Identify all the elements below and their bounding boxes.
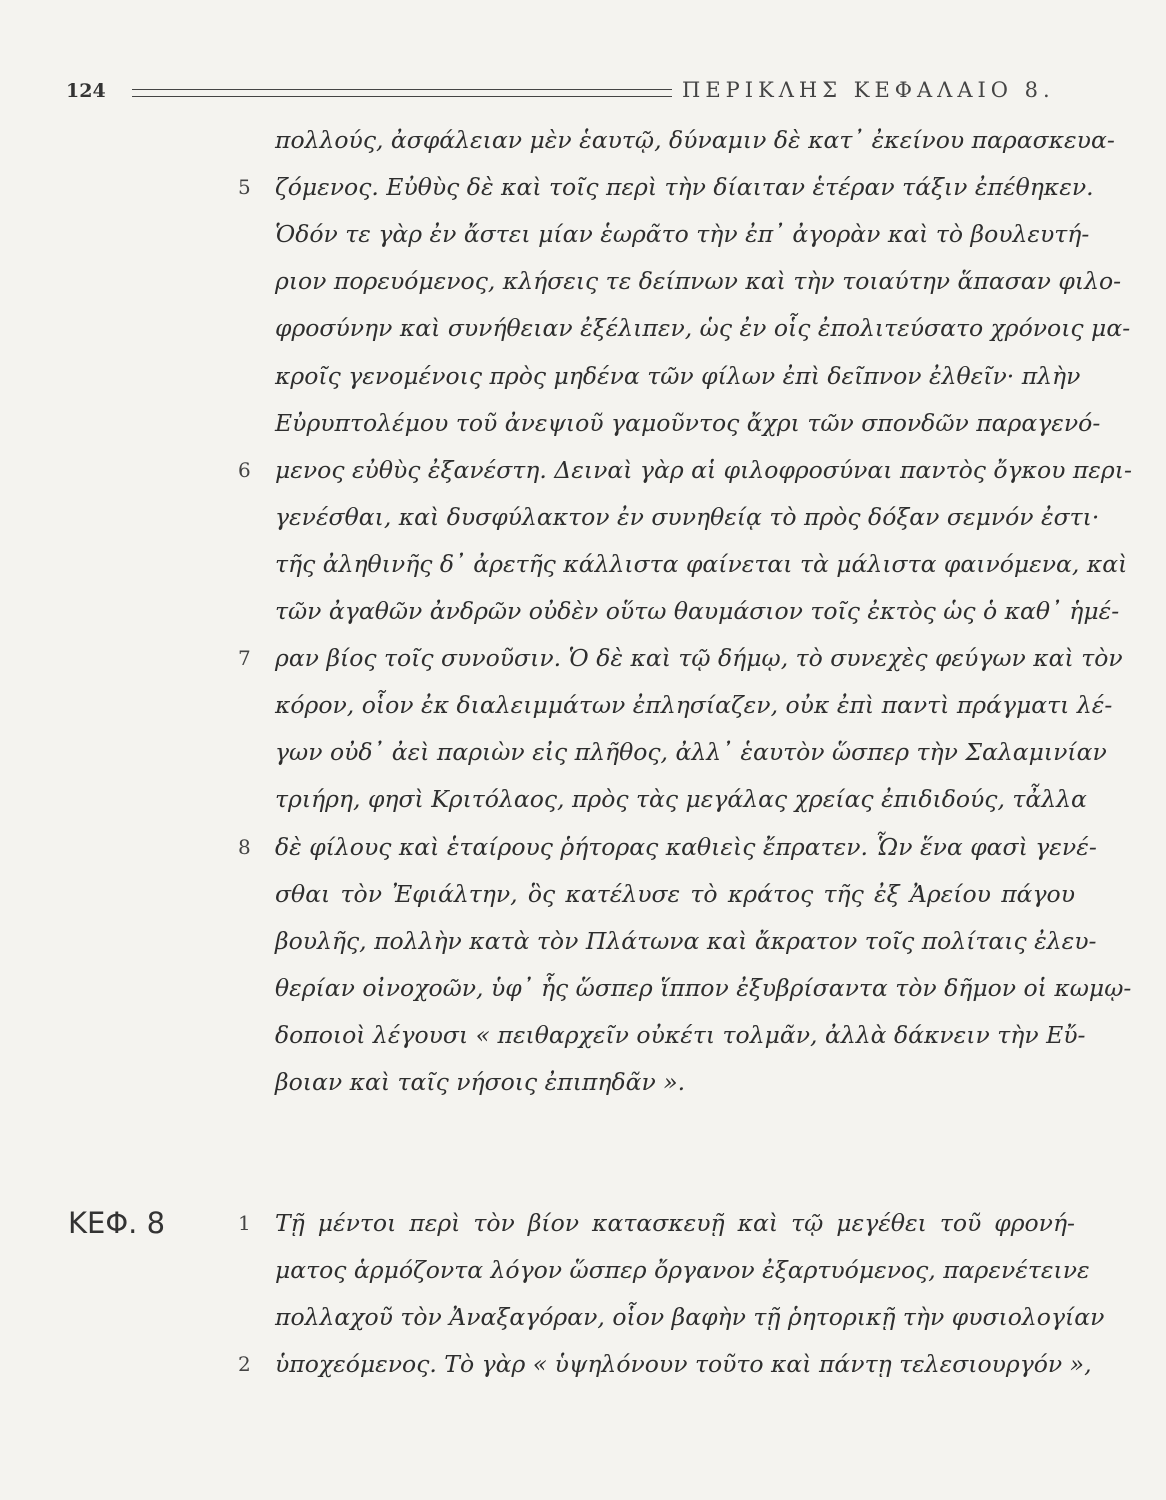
text-line: σθαι τὸν Ἐφιάλτην, ὃς κατέλυσε τὸ κράτος τῆς ἐξ Ἀρείου πάγου [275, 879, 1075, 908]
text-line: δὲ φίλους καὶ ἑταίρους ῥήτορας καθιεὶς ἔπρατεν. Ὧν ἕνα φασὶ γενέ- [275, 832, 1097, 861]
text-line: κροῖς γενομένοις πρὸς μηδένα τῶν φίλων ἐπὶ δεῖπνον ἐλθεῖν· πλὴν [275, 361, 1081, 390]
page-number: 124 [66, 80, 106, 102]
margin-line-number: 6 [238, 457, 251, 482]
margin-line-number: 1 [238, 1211, 251, 1235]
text-line: τριήρη, φησὶ Κριτόλαος, πρὸς τὰς μεγάλας χρείας ἐπιδιδούς, τἆλλα [275, 785, 1087, 814]
text-line: ὑποχεόμενος. Τὸ γὰρ « ὑψηλόνουν τοῦτο καὶ πάντῃ τελεσιουργόν », [275, 1350, 1092, 1379]
text-line: πολλούς, ἀσφάλειαν μὲν ἑαυτῷ, δύναμιν δὲ κατ᾿ ἐκείνου παρασκευα- [275, 126, 1115, 154]
text-line: κόρον, οἷον ἐκ διαλειμμάτων ἐπλησίαζεν, οὐκ ἐπὶ παντὶ πράγματι λέ- [275, 691, 1113, 720]
header-double-rule [132, 89, 672, 97]
chapter-label: ΚΕΦ. 8 [68, 1206, 166, 1240]
text-line: βουλῆς, πολλὴν κατὰ τὸν Πλάτωνα καὶ ἄκρατον τοῖς πολίταις ἐλευ- [275, 926, 1097, 955]
text-line: Εὐρυπτολέμου τοῦ ἀνεψιοῦ γαμοῦντος ἄχρι τῶν σπονδῶν παραγενό- [275, 408, 1101, 437]
text-line: ριον πορευόμενος, κλήσεις τε δείπνων καὶ τὴν τοιαύτην ἅπασαν φιλο- [275, 267, 1122, 296]
margin-line-number: 8 [238, 834, 251, 859]
margin-line-number: 2 [238, 1352, 251, 1377]
text-line: γενέσθαι, καὶ δυσφύλακτον ἐν συνηθείᾳ τὸ πρὸς δόξαν σεμνόν ἐστι· [275, 502, 1100, 531]
text-line: δοποιοὶ λέγουσι « πειθαρχεῖν οὐκέτι τολμᾶν, ἀλλὰ δάκνειν τὴν Εὔ- [275, 1020, 1086, 1049]
text-line: ραν βίος τοῖς συνοῦσιν. Ὁ δὲ καὶ τῷ δήμῳ, τὸ συνεχὲς φεύγων καὶ τὸν [275, 644, 1123, 673]
running-title: ΠΕΡΙΚΛΗΣ ΚΕΦΑΛΑΙΟ 8. [682, 78, 1055, 102]
text-line: πολλαχοῦ τὸν Ἀναξαγόραν, οἷον βαφὴν τῇ ῥητορικῇ τὴν φυσιολογίαν [275, 1303, 1105, 1332]
text-line: τῆς ἀληθινῆς δ᾿ ἀρετῆς κάλλιστα φαίνεται τὰ μάλιστα φαινόμενα, καὶ [275, 549, 1128, 578]
text-line: τῶν ἀγαθῶν ἀνδρῶν οὐδὲν οὕτω θαυμάσιον τοῖς ἐκτὸς ὡς ὁ καθ᾿ ἡμέ- [275, 597, 1120, 625]
margin-line-number: 5 [238, 175, 251, 200]
text-line: θερίαν οἰνοχοῶν, ὑφ᾿ ἧς ὥσπερ ἵππον ἐξυβρίσαντα τὸν δῆμον οἱ κωμῳ- [275, 973, 1132, 1002]
text-line: γων οὐδ᾿ ἀεὶ παριὼν εἰς πλῆθος, ἀλλ᾿ ἑαυτὸν ὥσπερ τὴν Σαλαμινίαν [275, 738, 1107, 767]
text-line: Ὁδόν τε γὰρ ἐν ἄστει μίαν ἑωρᾶτο τὴν ἐπ᾿ ἀγορὰν καὶ τὸ βουλευτή- [275, 220, 1090, 249]
margin-line-number: 7 [238, 646, 251, 671]
text-line: ματος ἁρμόζοντα λόγον ὥσπερ ὄργανον ἐξαρτυόμενος, παρενέτεινε [275, 1256, 1090, 1285]
text-line: Τῇ μέντοι περὶ τὸν βίον κατασκευῇ καὶ τῷ μεγέθει τοῦ φρονή- [275, 1209, 1075, 1237]
text-line: μενος εὐθὺς ἐξανέστη. Δειναὶ γὰρ αἱ φιλοφροσύναι παντὸς ὄγκου περι- [275, 455, 1132, 484]
text-line: βοιαν καὶ ταῖς νήσοις ἐπιπηδᾶν ». [275, 1068, 686, 1096]
text-line: ζόμενος. Εὐθὺς δὲ καὶ τοῖς περὶ τὴν δίαιταν ἑτέραν τάξιν ἐπέθηκεν. [275, 173, 1094, 202]
page-header [60, 78, 1100, 108]
text-line: φροσύνην καὶ συνήθειαν ἐξέλιπεν, ὡς ἐν οἷς ἐπολιτεύσατο χρόνοις μα- [275, 314, 1131, 343]
